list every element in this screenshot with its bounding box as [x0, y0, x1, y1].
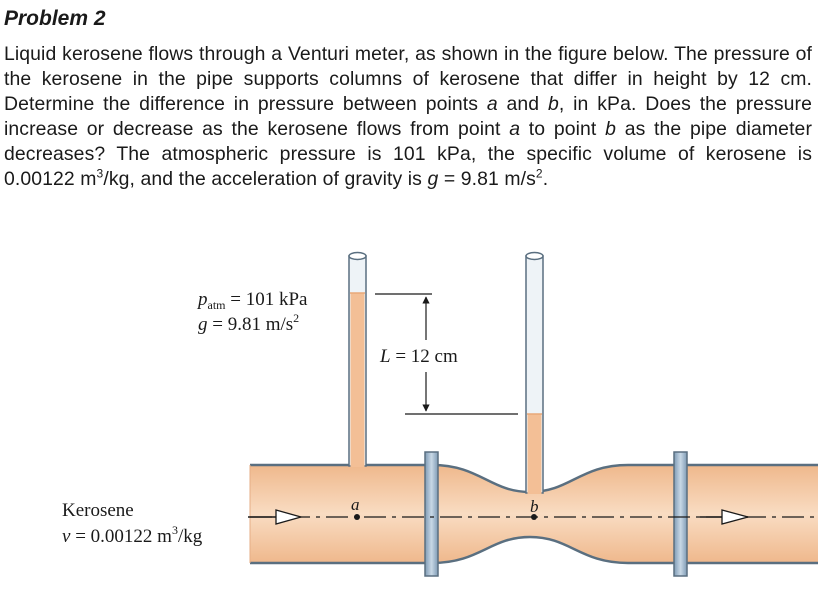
- g-label: [198, 311, 299, 335]
- patm-subscript: atm: [207, 298, 226, 312]
- g-symbol: g: [198, 314, 208, 335]
- v-superscript: 3: [171, 523, 178, 537]
- flange-right: [674, 452, 687, 576]
- L-symbol: L: [380, 346, 391, 367]
- patm-value: = 101 kPa: [225, 289, 308, 310]
- statement-text: = 9.81 m/s: [438, 168, 536, 190]
- statement-text: to point: [520, 118, 606, 140]
- tube-left-fluid: [351, 293, 365, 467]
- statement-text: Liquid kerosene flows through a Venturi meter, as shown in the figure below. The pressure of the kerosene in the pipe supports columns of kerosene that differ in height by 12 cm. Determine the difference in pressure between points: [4, 43, 812, 115]
- point-a-label: a: [351, 495, 360, 514]
- v-symbol: v: [62, 526, 71, 547]
- gravity-symbol: g: [427, 168, 439, 190]
- specific-volume-label: [62, 523, 203, 547]
- tube-right-rim: [526, 253, 543, 260]
- superscript: 3: [96, 166, 104, 181]
- tube-right-fluid: [528, 414, 542, 494]
- tube-left-rim: [349, 253, 366, 260]
- point-b-ref: b: [547, 93, 559, 115]
- point-a-marker: [354, 514, 360, 520]
- L-value: = 12 cm: [390, 346, 458, 367]
- fluid-name-label: Kerosene: [62, 500, 134, 521]
- v-unit: /kg: [177, 526, 203, 547]
- problem-heading: Problem 2: [4, 7, 106, 30]
- point-a-ref: a: [486, 93, 498, 115]
- v-value: = 0.00122 m: [70, 526, 172, 547]
- point-b-ref: b: [605, 118, 616, 140]
- statement-text: .: [542, 168, 549, 190]
- g-superscript: 2: [293, 311, 300, 325]
- flange-left: [425, 452, 438, 576]
- patm-symbol: p: [198, 289, 208, 310]
- statement-text: /kg, and the acceleration of gravity is: [103, 168, 428, 190]
- statement-text: and: [497, 93, 548, 115]
- superscript: 2: [535, 166, 543, 181]
- point-b-label: b: [530, 497, 539, 516]
- L-label: [379, 346, 458, 367]
- point-a-ref: a: [509, 118, 521, 140]
- g-value: = 9.81 m/s: [207, 314, 294, 335]
- statement-text: as the pipe diameter decreases? The atmospheric pressure is 101 kPa, the specific volume of kerosene is 0.00122 m: [4, 118, 812, 190]
- statement-text: , in kPa. Does the pressure increase or decrease as the kerosene flows from point: [4, 93, 812, 140]
- patm-label: [196, 289, 308, 312]
